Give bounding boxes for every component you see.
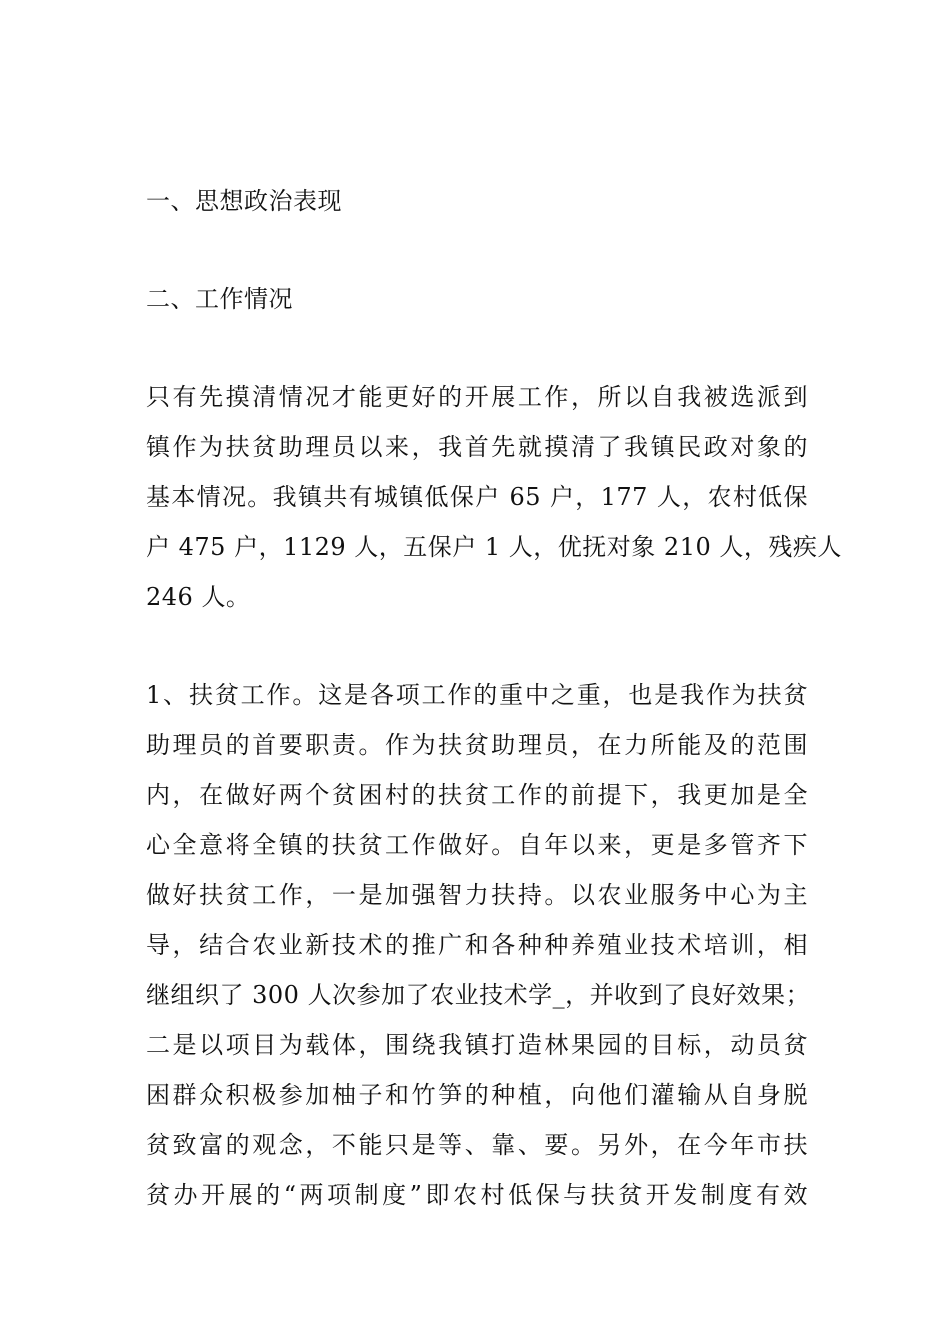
paragraph-line: 只有先摸清情况才能更好的开展工作，所以自我被选派到 xyxy=(146,383,808,411)
paragraph-line: 基本情况。我镇共有城镇低保户 65 户，177 人，农村低保 xyxy=(146,483,808,511)
paragraph-line: 246 人。 xyxy=(146,583,251,611)
paragraph-line: 困群众积极参加柚子和竹笋的种植，向他们灌输从自身脱 xyxy=(146,1081,808,1109)
paragraph-line: 镇作为扶贫助理员以来，我首先就摸清了我镇民政对象的 xyxy=(146,433,808,461)
paragraph-line: 户 475 户，1129 人，五保户 1 人，优抚对象 210 人，残疾人 xyxy=(146,533,842,561)
paragraph-overview xyxy=(146,372,842,622)
document-body xyxy=(146,176,842,1220)
paragraph-line: 内，在做好两个贫困村的扶贫工作的前提下，我更加是全 xyxy=(146,781,808,809)
section-heading-work: 二、工作情况 xyxy=(146,285,293,313)
paragraph-poverty-work xyxy=(146,670,811,1220)
paragraph-line: 贫致富的观念，不能只是等、靠、要。另外，在今年市扶 xyxy=(146,1131,808,1159)
paragraph-line: 继组织了 300 人次参加了农业技术学_，并收到了良好效果； xyxy=(146,981,811,1009)
paragraph-line: 助理员的首要职责。作为扶贫助理员，在力所能及的范围 xyxy=(146,731,808,759)
paragraph-line: 做好扶贫工作，一是加强智力扶持。以农业服务中心为主 xyxy=(146,881,808,909)
paragraph-line: 二是以项目为载体，围绕我镇打造林果园的目标，动员贫 xyxy=(146,1031,808,1059)
paragraph-line: 贫办开展的“两项制度”即农村低保与扶贫开发制度有效 xyxy=(146,1181,808,1209)
paragraph-line: 1、扶贫工作。这是各项工作的重中之重，也是我作为扶贫 xyxy=(146,681,808,709)
section-heading-ideology: 一、思想政治表现 xyxy=(146,187,342,215)
paragraph-line: 导，结合农业新技术的推广和各种种养殖业技术培训，相 xyxy=(146,931,808,959)
paragraph-line: 心全意将全镇的扶贫工作做好。自年以来，更是多管齐下 xyxy=(146,831,808,859)
